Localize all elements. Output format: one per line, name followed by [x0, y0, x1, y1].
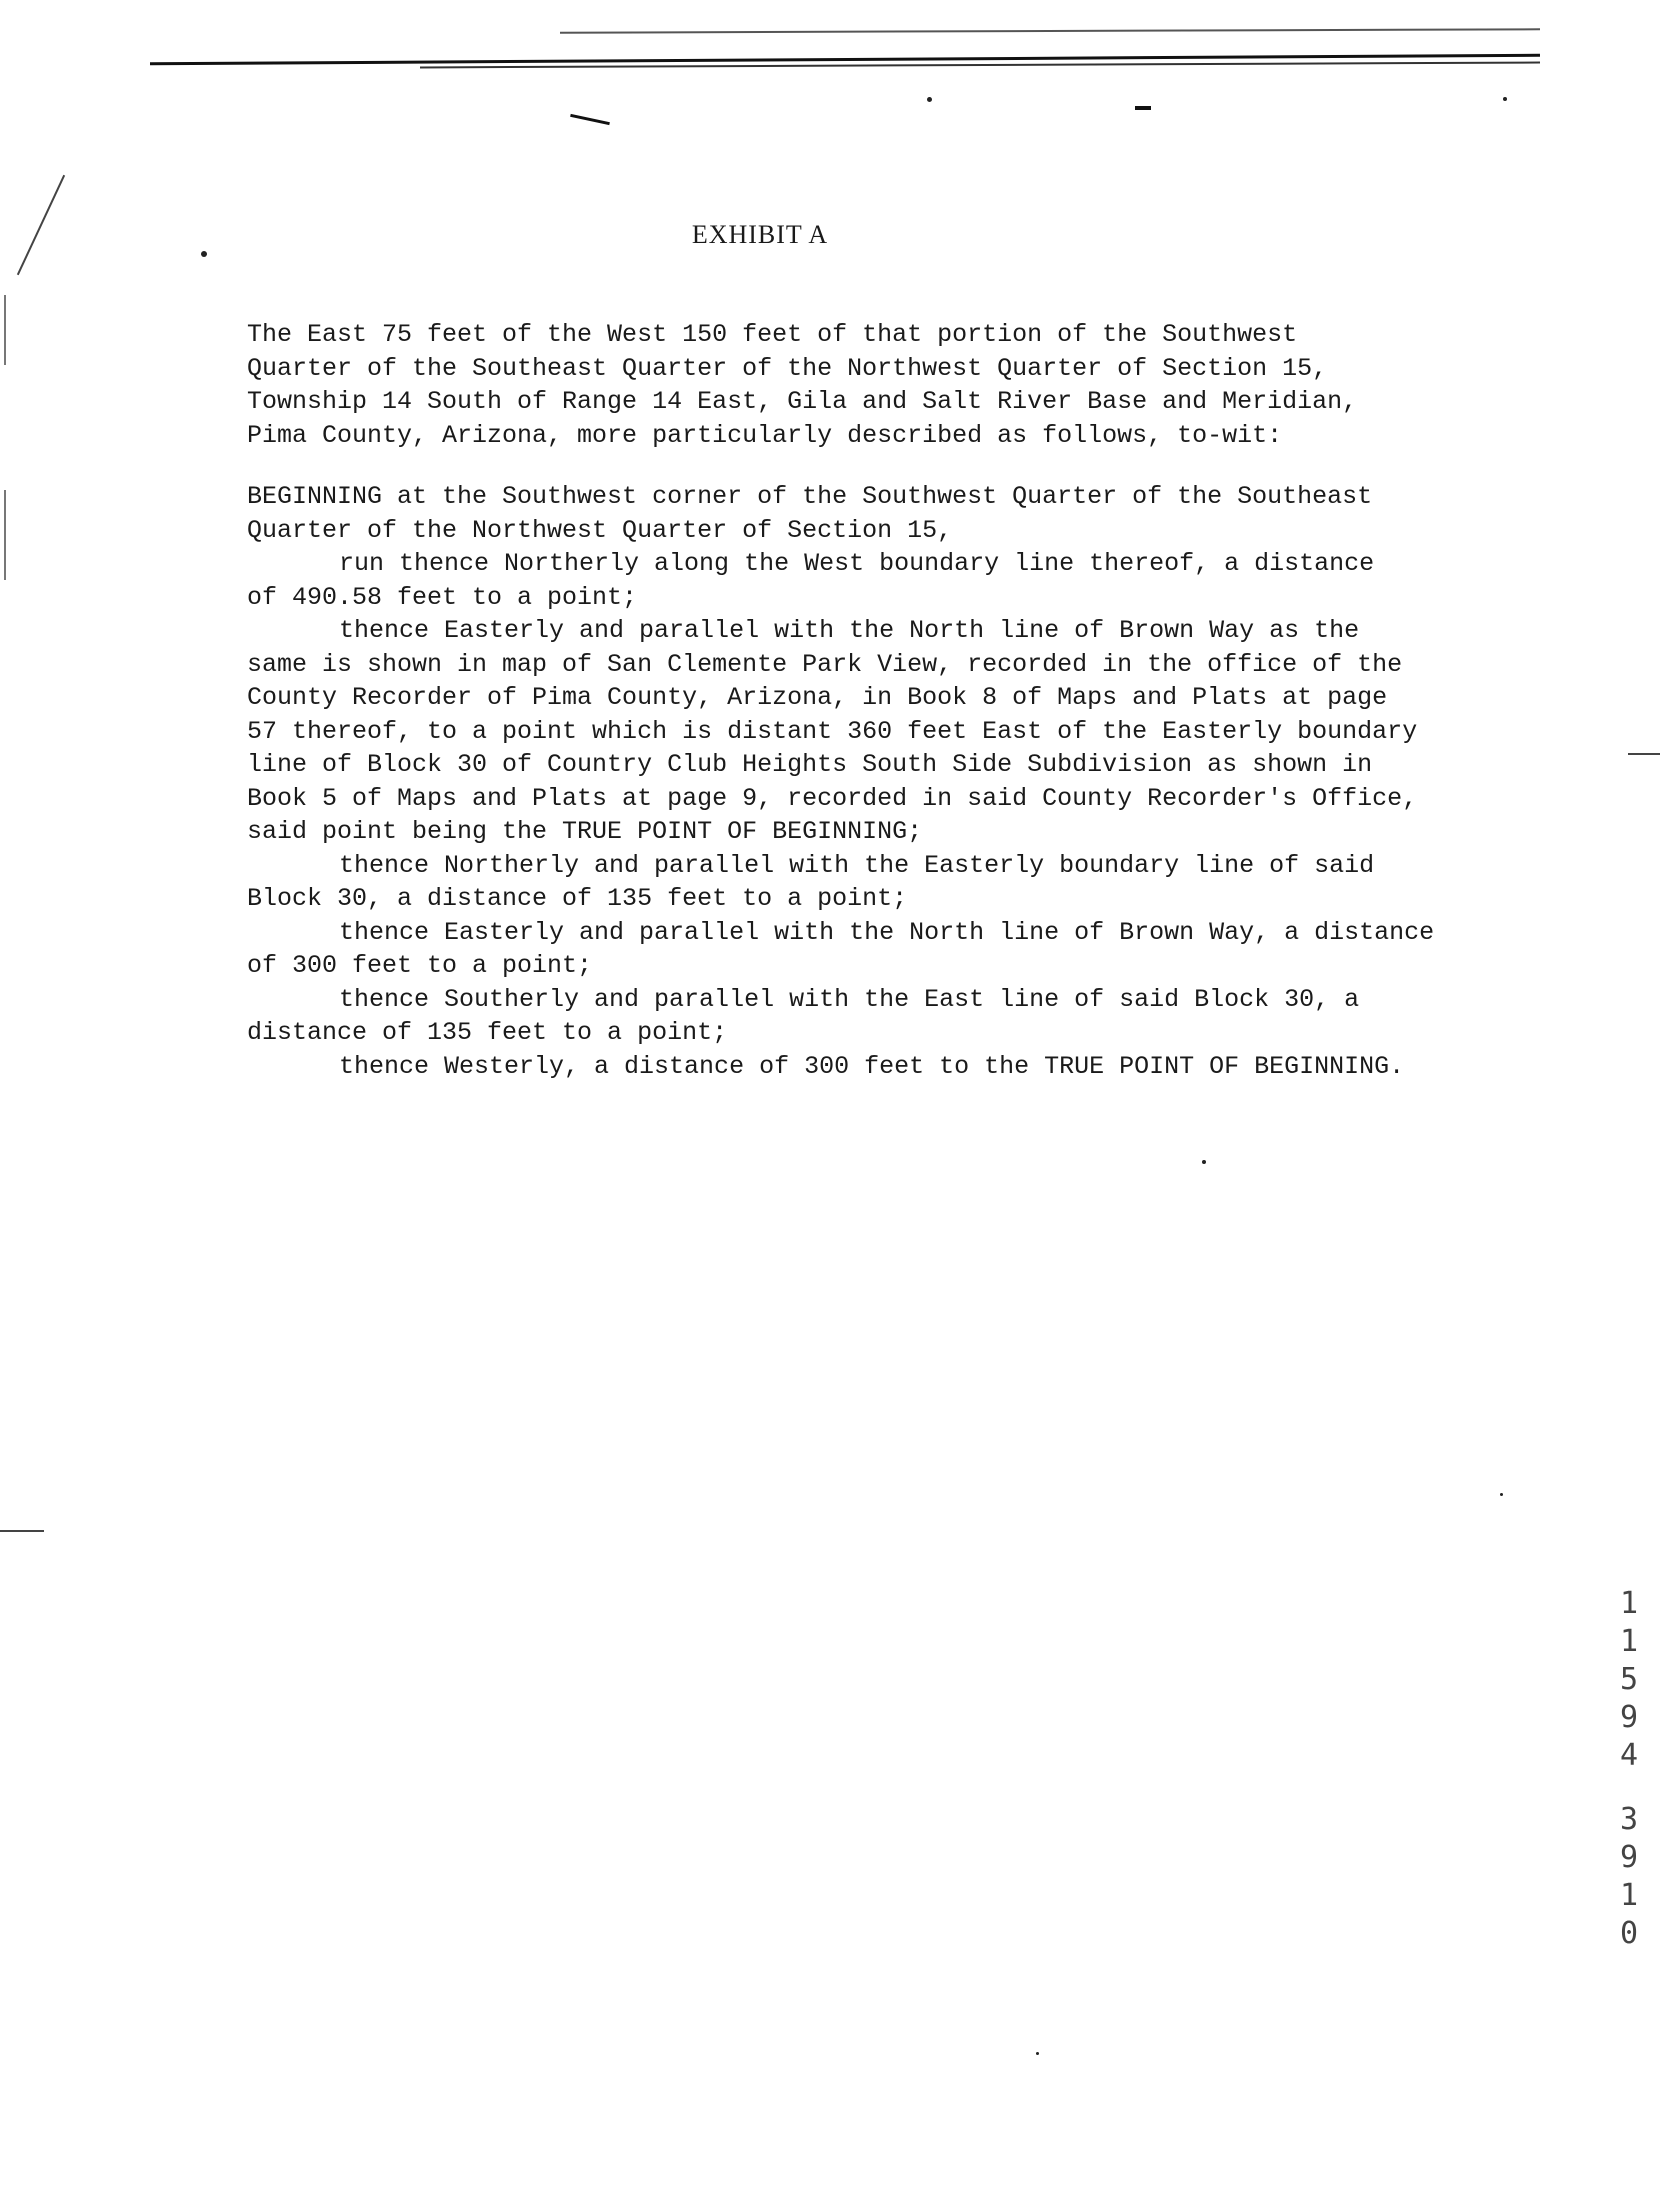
metes-and-bounds-description — [247, 480, 1587, 1083]
stamp-digit: 1 — [1619, 1878, 1639, 1913]
stamp-digit: 1 — [1619, 1624, 1639, 1659]
text-line: of 490.58 feet to a point; — [247, 582, 638, 612]
text-line: County Recorder of Pima County, Arizona, in Book 8 of Maps and Plats at page — [247, 683, 1388, 712]
scan-dashes-left — [0, 1530, 44, 1532]
scan-speck — [1500, 1493, 1503, 1496]
text-line: of 300 feet to a point; — [247, 951, 593, 980]
text-line: thence Easterly and parallel with the North line of Brown Way, a distance — [339, 917, 1435, 947]
text-line: thence Westerly, a distance of 300 feet to the TRUE POINT OF BEGINNING. — [339, 1051, 1405, 1081]
legal-description-intro — [247, 318, 1587, 452]
exhibit-title: EXHIBIT A — [691, 220, 829, 249]
scan-edge-mark — [4, 295, 6, 365]
text-line: 57 thereof, to a point which is distant 360 feet East of the Easterly boundary — [247, 716, 1418, 746]
scan-speck — [927, 97, 932, 102]
text-line: line of Block 30 of Country Club Heights South Side Subdivision as shown in — [247, 750, 1373, 779]
stamp-digit: 4 — [1619, 1738, 1639, 1773]
text-line: BEGINNING at the Southwest corner of the Southwest Quarter of the Southeast — [247, 482, 1373, 511]
scan-dash-right — [1628, 753, 1660, 755]
stamp-digit: 9 — [1619, 1700, 1639, 1735]
scan-arc — [570, 114, 610, 125]
text-line: same is shown in map of San Clemente Park View, recorded in the office of the — [247, 649, 1403, 679]
scan-dash — [1135, 106, 1151, 110]
scan-speck — [1202, 1160, 1206, 1164]
scan-speck — [1036, 2052, 1039, 2055]
text-line: Township 14 South of Range 14 East, Gila and Salt River Base and Meridian, — [247, 387, 1358, 416]
stamp-digit: 0 — [1619, 1916, 1639, 1951]
scan-line-top-2 — [420, 62, 1540, 69]
scan-line-top-3 — [560, 28, 1540, 33]
text-line: thence Northerly and parallel with the Easterly boundary line of said — [339, 850, 1375, 880]
text-line: Quarter of the Southeast Quarter of the Northwest Quarter of Section 15, — [247, 353, 1328, 383]
recording-number-stamp — [1609, 1585, 1649, 1953]
scan-speck — [201, 251, 207, 257]
stamp-digit: 1 — [1619, 1586, 1639, 1621]
stamp-digit: 9 — [1619, 1840, 1639, 1875]
text-line: Quarter of the Northwest Quarter of Section 15, — [247, 515, 953, 545]
stamp-digit: 3 — [1619, 1802, 1639, 1837]
text-line: The East 75 feet of the West 150 feet of that portion of the Southwest — [247, 320, 1298, 349]
text-line: Book 5 of Maps and Plats at page 9, recorded in said County Recorder's Office, — [247, 783, 1418, 813]
stamp-gap — [1609, 1775, 1649, 1801]
stamp-digit: 5 — [1619, 1662, 1639, 1697]
scan-edge-mark — [4, 490, 6, 580]
text-line: run thence Northerly along the West boundary line thereof, a distance — [339, 549, 1375, 578]
scan-speck — [1503, 97, 1507, 101]
text-line: Block 30, a distance of 135 feet to a point; — [247, 884, 908, 913]
text-line: thence Southerly and parallel with the East line of said Block 30, a — [339, 984, 1360, 1014]
text-line: Pima County, Arizona, more particularly described as follows, to-wit: — [247, 420, 1283, 450]
text-line: distance of 135 feet to a point; — [247, 1018, 728, 1047]
text-line: thence Easterly and parallel with the North line of Brown Way as the — [339, 616, 1360, 645]
text-line: said point being the TRUE POINT OF BEGINNING; — [247, 817, 923, 846]
